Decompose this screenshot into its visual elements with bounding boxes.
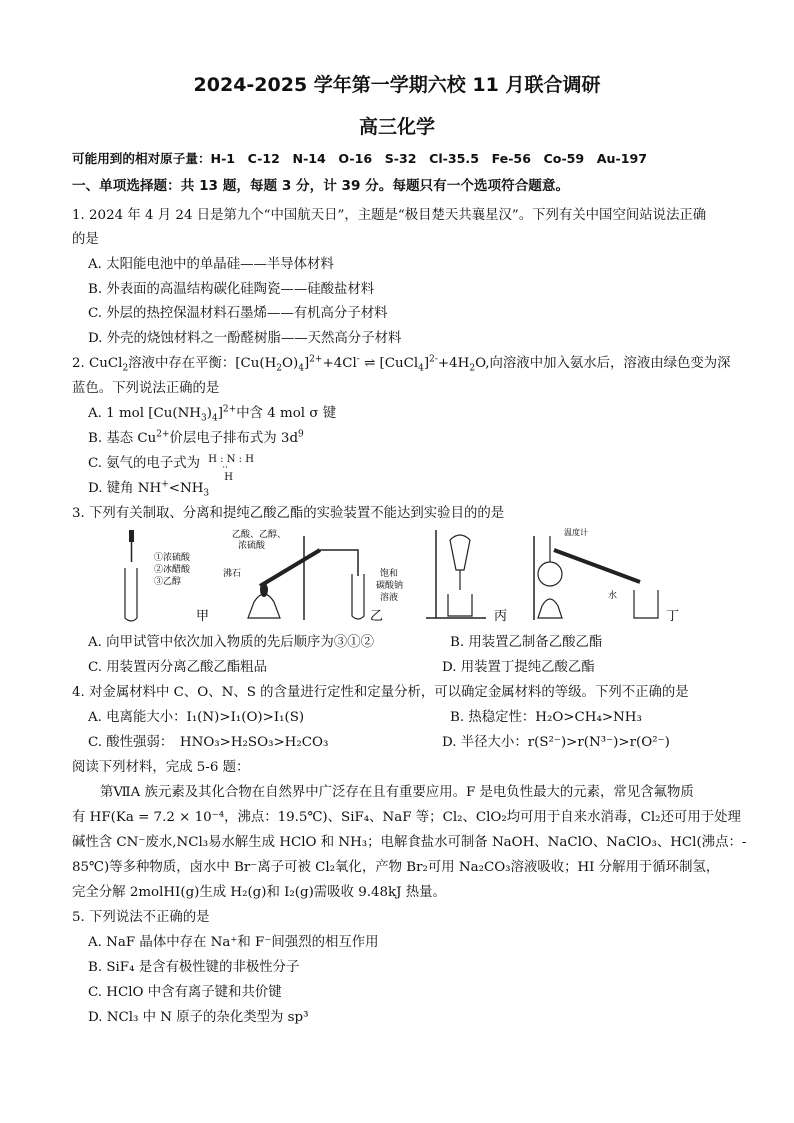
ding-burner: [538, 599, 562, 618]
jia-label-2: ②冰醋酸: [154, 565, 191, 575]
q2-option-b: B. 基态 $Cu^{2+}$价层电子排布式为 $3d^9$: [88, 429, 304, 446]
q4-option-a: A. 电离能大小：I₁(N)>I₁(O)>I₁(S): [88, 710, 305, 725]
q2-option-d: D. 键角 $NH^+<NH_3$: [88, 479, 210, 499]
q5-option-a: A. NaF 晶体中存在 Na⁺和 F⁻间强烈的相互作用: [88, 935, 379, 950]
q4-option-d: D. 半径大小：r(S²⁻)>r(N³⁻)>r(O²⁻): [442, 735, 670, 750]
reading-intro: 阅读下列材料，完成 5-6 题：: [72, 760, 250, 775]
yi-label-right-2: 碳酸钠: [376, 581, 404, 591]
yi-label-left: 沸石: [223, 569, 242, 579]
apparatus-ding: [534, 527, 679, 624]
ding-receiver: [634, 590, 658, 618]
apparatus-name-ding: 丁: [666, 609, 680, 624]
q2-option-c: C. 氨气的电子式为 H : N : H ·· H: [88, 455, 264, 473]
q4-stem: 4. 对金属材料中 C、O、N、S 的含量进行定性和定量分析，可以确定金属材料的等级。下列不正确的是: [72, 685, 689, 700]
yi-reaction-tube: [260, 550, 320, 586]
q1-stem-1: 1. 2024 年 4 月 24 日是第九个“中国航天日”，主题是“极目楚天共襄星汉”。下列有关中国空间站说法正确: [72, 208, 707, 223]
q1-option-d: D. 外壳的烧蚀材料之一酚醛树脂——天然高分子材料: [88, 331, 402, 346]
reading-paragraph-line-5: 完全分解 2molHI(g)生成 H₂(g)和 I₂(g)需吸收 9.48kJ 热量。: [72, 885, 446, 900]
q3-option-c: C. 用装置丙分离乙酸乙酯粗品: [88, 660, 267, 675]
q4-option-b: B. 热稳定性：H₂O>CH₄>NH₃: [450, 710, 642, 725]
exam-title: 2024-2025 学年第一学期六校 11 月联合调研: [193, 74, 601, 96]
q2-stem-1: 2. CuCl$_2$溶液中存在平衡：$[Cu(H_2O)_4]^{2+}+4Cl^-$ ⇌ $[CuCl_4]^{2-}+4H_2O$,向溶液中加入氨水后，溶液由绿色变为深: [72, 354, 731, 374]
section-heading: 一、单项选择题：共 13 题，每题 3 分，计 39 分。每题只有一个选项符合题意。: [72, 178, 570, 194]
q1-option-a: A. 太阳能电池中的单晶硅——半导体材料: [88, 257, 334, 272]
distillation-flask: [538, 562, 562, 586]
atomic-masses: 可能用到的相对原子量：H-1 C-12 N-14 O-16 S-32 Cl-35.5 Fe-56 Co-59 Au-197: [72, 151, 648, 166]
ding-label-water: 水: [608, 591, 618, 601]
condenser: [554, 550, 640, 582]
apparatus-name-bing: 丙: [494, 609, 508, 624]
q3-option-d: D. 用装置丁提纯乙酸乙酯: [442, 660, 595, 675]
dropper-bulb: [129, 530, 134, 542]
reading-paragraph-line-3: 碱性含 CN⁻废水,NCl₃易水解生成 HClO 和 NH₃；电解食盐水可制备 NaOH、NaClO、NaClO₃、HCl(沸点：-: [72, 835, 747, 850]
q1-stem-2: 的是: [72, 232, 99, 247]
q2-option-a: A. 1 mol $[Cu(NH_3)_4]^{2+}$中含 4 mol σ 键: [88, 404, 337, 424]
yi-label-top-2: 浓硫酸: [238, 541, 266, 551]
yi-receiver-tube: [352, 574, 364, 619]
q5-option-d: D. NCl₃ 中 N 原子的杂化类型为 sp³: [88, 1010, 309, 1025]
q1-option-c: C. 外层的热控保温材料石墨烯——有机高分子材料: [88, 306, 388, 321]
q3-option-b: B. 用装置乙制备乙酸乙酯: [450, 635, 603, 650]
yi-label-right-3: 溶液: [380, 593, 399, 603]
q3-option-a: A. 向甲试管中依次加入物质的先后顺序为③①②: [88, 635, 374, 650]
ding-label-thermometer: 温度计: [564, 528, 588, 537]
apparatus-jia: [125, 530, 209, 624]
reading-paragraph-line-4: 85℃)等多种物质，卤水中 Br⁻离子可被 Cl₂氧化，产物 Br₂可用 Na₂CO₃溶液吸收；HI 分解用于循环制氢，: [72, 860, 720, 875]
reading-paragraph-line-2: 有 HF(Ka = 7.2 × 10⁻⁴，沸点：19.5℃)、SiF₄、NaF 等；Cl₂、ClO₂均可用于自来水消毒，Cl₂还可用于处理: [72, 810, 741, 825]
exam-subtitle: 高三化学: [358, 116, 435, 138]
yi-label-top-1: 乙酸、乙醇、: [232, 530, 287, 540]
q1-option-b: B. 外表面的高温结构碳化硅陶瓷——硅酸盐材料: [88, 282, 375, 297]
q3-apparatus-figure: [120, 526, 680, 626]
yi-alcohol-lamp: [248, 594, 280, 618]
apparatus-name-jia: 甲: [196, 609, 210, 624]
apparatus-yi: [223, 528, 403, 624]
yi-delivery-tube: [320, 550, 358, 576]
test-tube: [125, 568, 137, 621]
apparatus-bing: [426, 530, 507, 624]
q5-stem: 5. 下列说法不正确的是: [72, 910, 210, 925]
separatory-funnel: [450, 535, 470, 570]
reading-paragraph-line-1: 第ⅦA 族元素及其化合物在自然界中广泛存在且有重要应用。F 是电负性最大的元素，常见含氟物质: [100, 785, 694, 800]
bing-beaker: [448, 594, 472, 616]
jia-label-1: ①浓硫酸: [154, 553, 191, 563]
q3-stem: 3. 下列有关制取、分离和提纯乙酸乙酯的实验装置不能达到实验目的的是: [72, 506, 505, 521]
yi-flame: [260, 583, 268, 597]
q4-option-c: C. 酸性强弱： HNO₃>H₂SO₃>H₂CO₃: [88, 735, 329, 750]
q2-stem-2: 蓝色。下列说法正确的是: [72, 381, 220, 396]
q5-option-c: C. HClO 中含有离子键和共价键: [88, 985, 282, 1000]
apparatus-name-yi: 乙: [370, 609, 384, 624]
q5-option-b: B. SiF₄ 是含有极性键的非极性分子: [88, 960, 300, 975]
ammonia-lewis-structure: H : N : H ·· H: [208, 454, 254, 483]
yi-label-right-1: 饱和: [380, 569, 399, 579]
jia-label-3: ③乙醇: [154, 577, 182, 587]
